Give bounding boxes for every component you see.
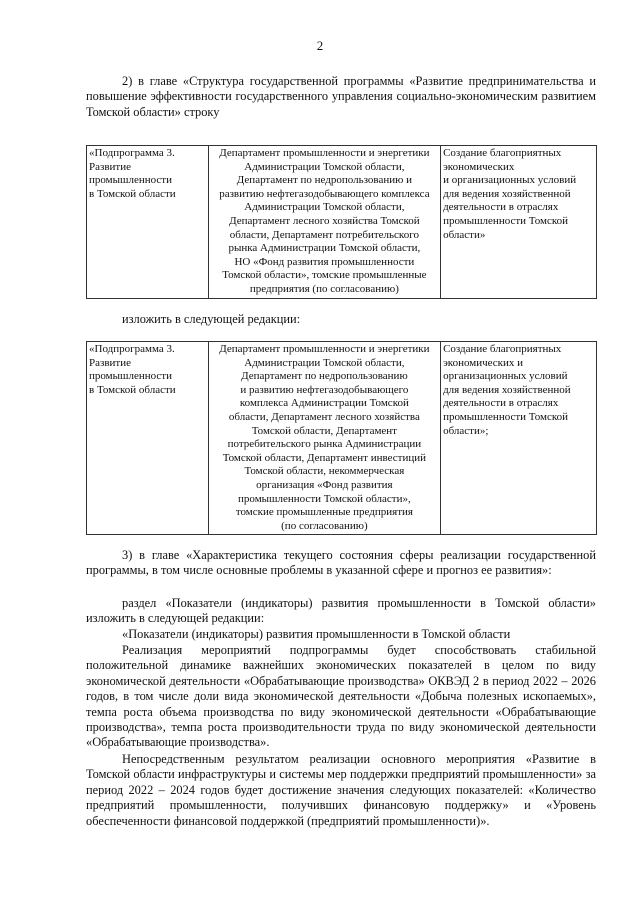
new-row-table [86, 341, 597, 535]
old-row-table [86, 145, 597, 299]
cell-line: рынка Администрации Томской области, [228, 242, 421, 255]
cell-line: Департамент лесного хозяйства Томской [229, 214, 420, 227]
cell-line: Томской области», томские промышленные [222, 269, 427, 282]
page-number: 2 [316, 38, 324, 53]
cell-line: деятельности в отраслях [443, 201, 559, 214]
cell-line: предприятия (по согласованию) [249, 282, 399, 295]
cell-line: Департамент по недропользованию и [236, 174, 412, 187]
cell-line: и организационных условий [443, 174, 577, 187]
item3-intro: 3) в главе «Характеристика текущего состояния сферы реализации государственной программы, в том числе основные проблемы в указанной сфере и прогноз ее развития»: [86, 548, 596, 578]
cell-line: деятельности в отраслях [443, 397, 559, 410]
cell-line: организация «Фонд развития [256, 478, 393, 491]
cell-line: Создание благоприятных [443, 343, 562, 355]
item3-para1: Реализация мероприятий подпрограммы будет способствовать стабильной положительной динамике важнейших экономических показателей в целом по виду экономической деятельности «Обрабатывающие производства» ОКВЭД 2 в период 2022 – 2026 годов, в том числе доли вида экономической деятельности «Добыча полезных ископаемых», темпа роста объема производства по виду экономической деятельности «Обрабатывающие производства», темпа роста производительности труда по виду экономической деятельности «Обрабатывающие производства». [86, 643, 596, 750]
old-col2 [208, 146, 440, 299]
cell-line: томские промышленные предприятия [235, 506, 413, 519]
new-col2 [208, 342, 440, 535]
cell-line: для ведения хозяйственной [443, 187, 571, 200]
cell-line: промышленности Томской [443, 214, 569, 227]
cell-line: экономических и [443, 356, 524, 369]
cell-line: области, Департамент лесного хозяйства [228, 410, 420, 423]
cell-line: в Томской области [89, 187, 176, 200]
item3-para2: Непосредственным результатом реализации основного мероприятия «Развитие в Томской области инфраструктуры и системы мер поддержки предприятий промышленности» за период 2022 – 2024 годов будет достижение значения следующих показателей: «Количество предприятий промышленности, получивших финансовую поддержку» и «Уровень обеспеченности финансовой поддержкой (предприятий промышленности)». [86, 752, 596, 828]
cell-line: промышленности [89, 370, 172, 383]
cell-line: экономических [443, 160, 515, 173]
item2-intro: 2) в главе «Структура государственной программы «Развитие предпринимательства и повышение эффективности государственного управления социально-экономическим развитием Томской области» строку [86, 74, 596, 119]
old-table-row [87, 146, 597, 299]
cell-line: организационных условий [443, 370, 568, 383]
cell-line: области, Департамент потребительского [229, 228, 419, 241]
cell-line: Томской области, Департамент инвестиций [222, 451, 427, 464]
cell-line: Администрации Томской области, [244, 201, 405, 214]
cell-line: развитию нефтегазодобывающего комплекса [219, 187, 430, 200]
cell-line: потребительского рынка Администрации [227, 438, 422, 451]
cell-line: в Томской области [89, 383, 176, 396]
cell-line: промышленности Томской области», [238, 492, 411, 505]
cell-line: Томской области, Департамент [251, 424, 397, 437]
cell-line: «Подпрограмма 3. [89, 147, 175, 159]
cell-line: Развитие [89, 356, 132, 369]
item3-heading: «Показатели (индикаторы) развития промышленности в Томской области [122, 627, 511, 641]
new-table-row [87, 342, 597, 535]
cell-line: для ведения хозяйственной [443, 383, 571, 396]
cell-line: Департамент промышленности и энергетики [219, 343, 430, 355]
cell-line: промышленности [89, 174, 172, 187]
old-col1 [87, 146, 209, 299]
cell-line: области»; [443, 424, 489, 437]
cell-line: Создание благоприятных [443, 147, 562, 159]
cell-line: Администрации Томской области, [244, 160, 405, 173]
new-col1 [87, 342, 209, 535]
item3-section: раздел «Показатели (индикаторы) развития промышленности в Томской области» изложить в следующей редакции: [86, 596, 596, 626]
replace-text: изложить в следующей редакции: [122, 312, 301, 326]
cell-line: комплекса Администрации Томской [239, 397, 409, 410]
cell-line: Департамент промышленности и энергетики [219, 147, 430, 159]
old-col3 [441, 146, 597, 299]
cell-line: области» [443, 228, 486, 241]
cell-line: Развитие [89, 160, 132, 173]
cell-line: Томской области, некоммерческая [244, 465, 405, 478]
cell-line: Департамент по недропользованию [241, 370, 408, 383]
cell-line: промышленности Томской [443, 410, 569, 423]
cell-line: Администрации Томской области, [244, 356, 405, 369]
cell-line: (по согласованию) [281, 519, 368, 532]
new-col3 [441, 342, 597, 535]
cell-line: и развитию нефтегазодобывающего [240, 383, 409, 396]
cell-line: НО «Фонд развития промышленности [234, 255, 415, 268]
cell-line: «Подпрограмма 3. [89, 343, 175, 355]
